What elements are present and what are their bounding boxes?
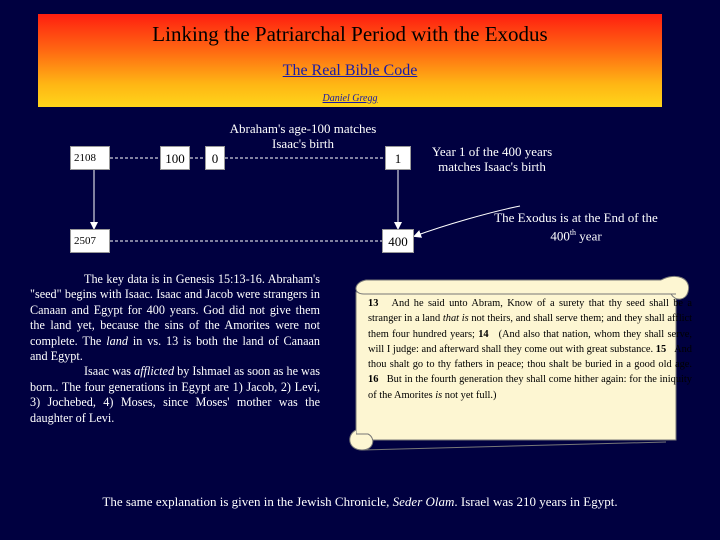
key-p2-italic: afflicted <box>134 364 175 379</box>
verse-14: (And also that nation, whom they shall serve, will I judge: and afterward shall they come out with great substance. <box>368 328 693 355</box>
year-2108-box: 2108 <box>70 146 110 170</box>
value-0-box: 0 <box>205 146 225 170</box>
footer-text-b: . Israel was 210 years in Egypt. <box>454 494 618 509</box>
value-100-box: 100 <box>160 146 190 170</box>
verse-16-a: But in the fourth generation they shall come hither again: for the iniquity of the Amorites <box>368 374 692 401</box>
exodus-caption-suffix: year <box>576 228 602 244</box>
slide-title: Linking the Patriarchal Period with the Exodus <box>152 22 548 46</box>
author-link[interactable]: Daniel Gregg <box>322 93 378 104</box>
exodus-caption-sup: th <box>569 228 577 237</box>
verse-14-number: 14 <box>478 328 489 340</box>
key-paragraph-1 <box>30 272 320 364</box>
verse-13-italic: that is <box>442 313 469 325</box>
verse-13-number: 13 <box>368 298 379 309</box>
key-paragraph-2 <box>30 364 320 426</box>
footer-italic: Seder Olam <box>392 494 455 509</box>
year-1-caption: Year 1 of the 400 years matches Isaac's birth <box>431 144 553 174</box>
verse-16-number: 16 <box>368 374 379 386</box>
footer-note <box>0 494 720 510</box>
verse-13-b: not theirs, and shall serve them; and they shall afflict them four hundred years; <box>368 313 692 340</box>
value-1-box: 1 <box>385 146 411 170</box>
exodus-caption <box>490 210 662 243</box>
footer-text-a: The same explanation is given in the Jewish Chronicle, <box>102 494 393 509</box>
key-p1-italic: land <box>106 333 128 348</box>
verse-16-italic: is <box>435 389 443 401</box>
title-banner <box>38 14 662 107</box>
key-p1: The key data is in Genesis 15:13-16. Abraham's "seed" begins with Isaac. Isaac and Jacob were strangers in Canaan and Egypt for 400 years. God did not give them the land yet, because the sins of the Amorites were not complete. The <box>30 272 320 348</box>
exodus-caption-text: The Exodus is at the End of the 400 <box>494 210 658 244</box>
verse-15: And thou shalt go to thy fathers in peace; thou shalt be buried in a good old age. <box>368 343 692 371</box>
key-p2-a: Isaac was <box>84 364 135 379</box>
key-p2-b: by Ishmael as soon as he was born.. The four generations in Egypt are 1) Jacob, 2) Levi, 3) Jochebed, 4) Moses, since Moses' mother was the daughter of Levi. <box>30 364 321 425</box>
subtitle-link[interactable]: The Real Bible Code <box>282 62 418 79</box>
scripture-text <box>368 296 692 403</box>
abraham-age-caption: Abraham's age-100 matches Isaac's birth <box>229 121 377 151</box>
verse-16-b: not yet full.) <box>442 389 497 401</box>
year-2507-box: 2507 <box>70 229 110 253</box>
key-p1-end: in vs. 13 is both the land of Canaan and Egypt. <box>30 333 320 364</box>
key-data-text <box>30 272 320 426</box>
value-400-box: 400 <box>382 229 414 253</box>
verse-13-a: And he said unto Abram, Know of a surety that thy seed shall be a stranger in a land <box>368 298 692 325</box>
verse-15-number: 15 <box>655 343 667 355</box>
